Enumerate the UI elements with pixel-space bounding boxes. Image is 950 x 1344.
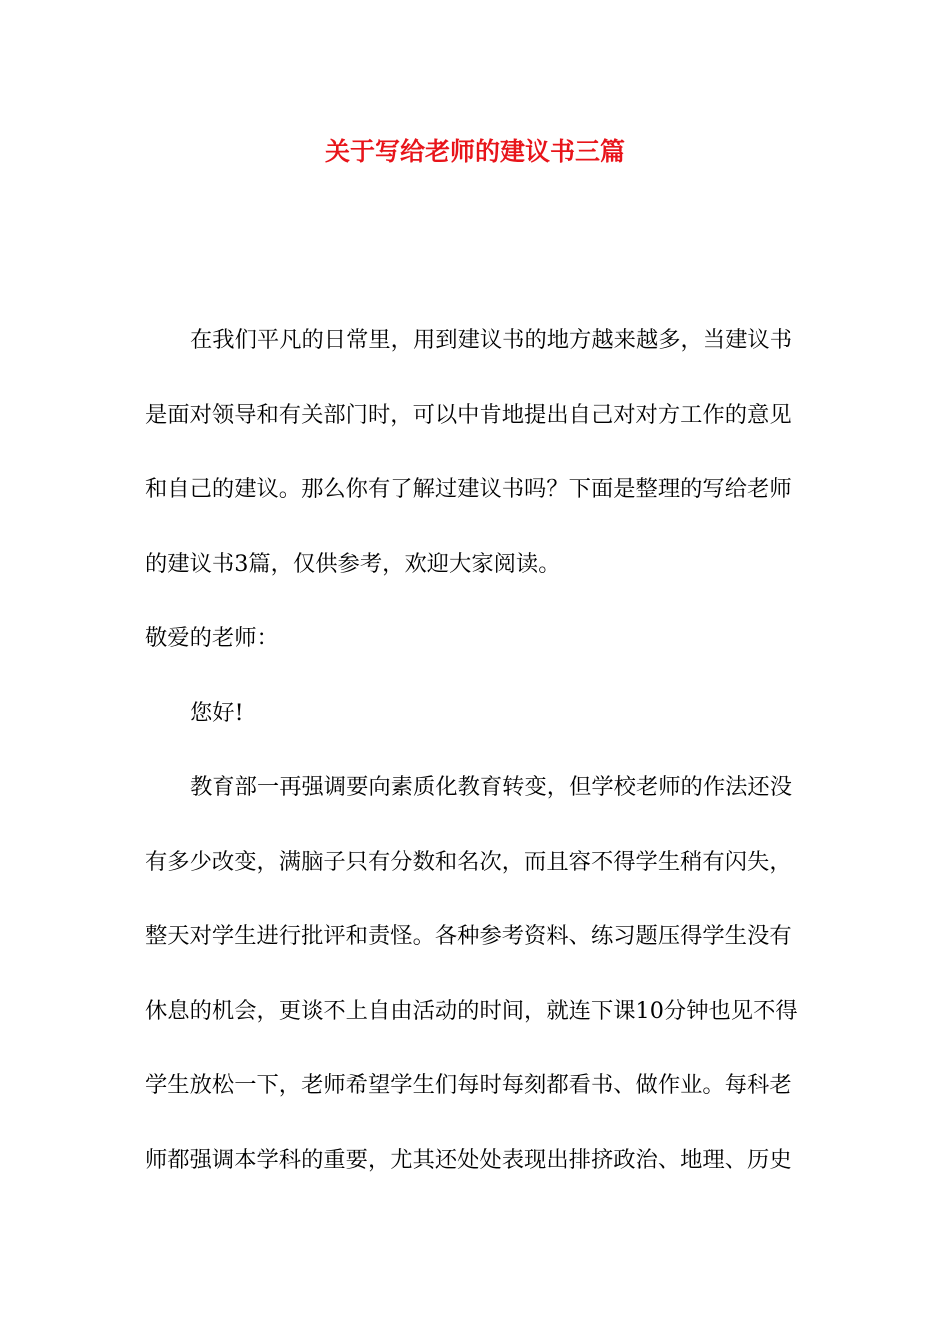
paragraph-line: 学生放松一下，老师希望学生们每时每刻都看书、做作业。每科老 bbox=[145, 1072, 792, 1098]
paragraph-line: 的建议书3篇，仅供参考，欢迎大家阅读。 bbox=[145, 550, 561, 577]
salutation: 敬爱的老师： bbox=[145, 625, 279, 651]
paragraph-line: 整天对学生进行批评和责怪。各种参考资料、练习题压得学生没有 bbox=[145, 923, 792, 949]
greeting: 您好! bbox=[190, 699, 244, 726]
document-body bbox=[145, 320, 810, 1214]
paragraph-line: 教育部一再强调要向素质化教育转变，但学校老师的作法还没 bbox=[190, 774, 793, 800]
paragraph-line: 有多少改变，满脑子只有分数和名次，而且容不得学生稍有闪失， bbox=[145, 848, 792, 875]
paragraph-line: 休息的机会，更谈不上自由活动的时间，就连下课10分钟也见不得 bbox=[145, 997, 798, 1024]
paragraph-line: 和自己的建议。那么你有了解过建议书吗？下面是整理的写给老师 bbox=[145, 476, 792, 502]
document-title: 关于写给老师的建议书三篇 bbox=[324, 137, 625, 166]
paragraph-line: 师都强调本学科的重要，尤其还处处表现出排挤政治、地理、历史 bbox=[145, 1146, 792, 1173]
paragraph-line: 是面对领导和有关部门时，可以中肯地提出自己对对方工作的意见 bbox=[145, 401, 792, 428]
paragraph-line: 在我们平凡的日常里，用到建议书的地方越来越多，当建议书 bbox=[190, 327, 793, 353]
